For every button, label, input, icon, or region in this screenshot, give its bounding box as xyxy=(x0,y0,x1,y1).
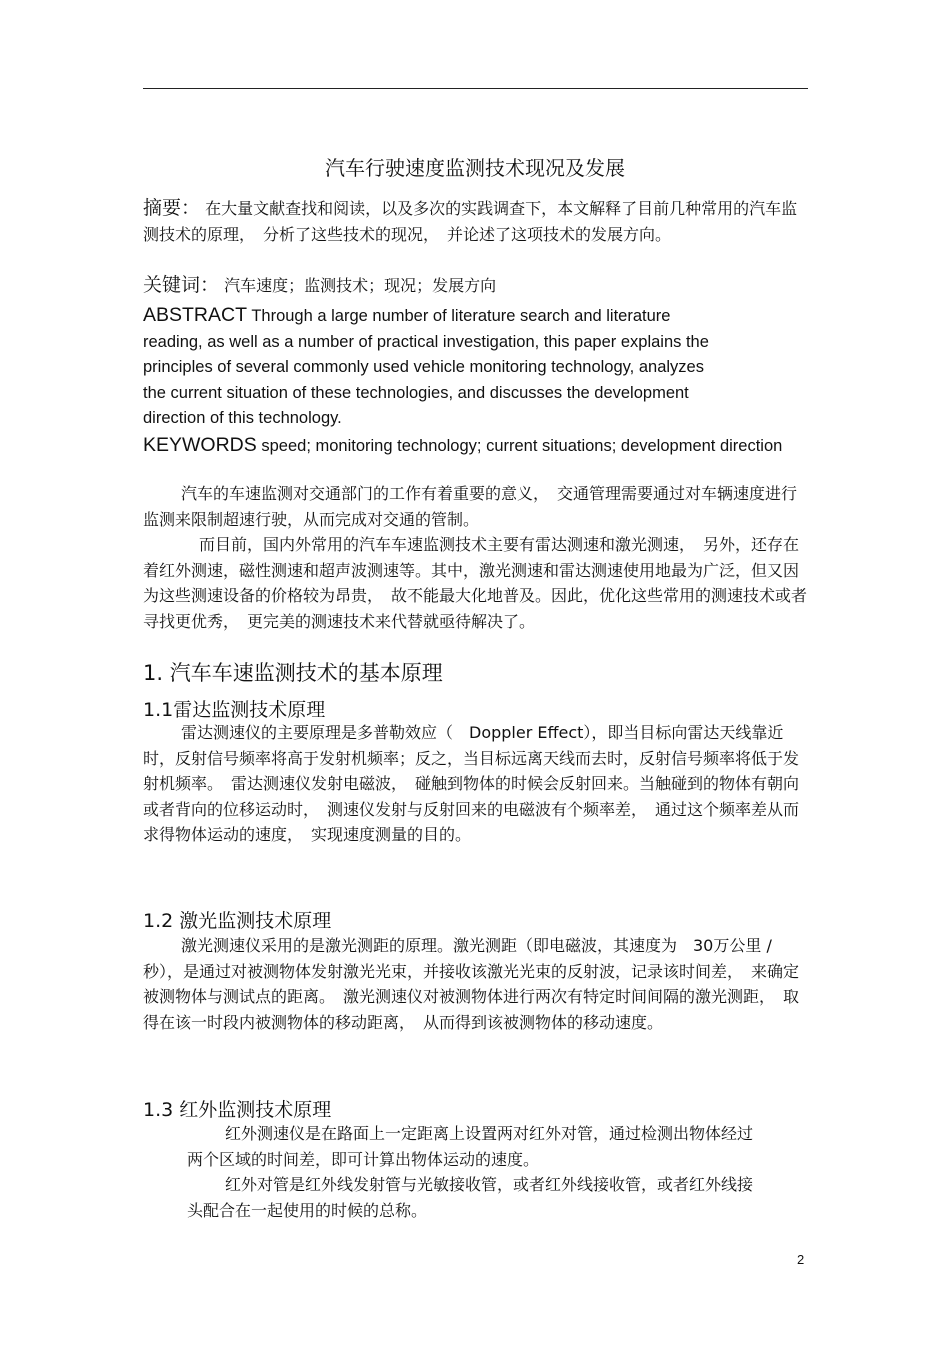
keywords-en-label: KEYWORDS xyxy=(143,434,257,456)
keywords-cn-text: 汽车速度；监测技术；现况；发展方向 xyxy=(224,276,497,295)
abstract-cn xyxy=(143,196,808,247)
section-1-3-body xyxy=(187,1121,767,1223)
abstract-cn-text: 在大量文献查找和阅读，以及多次的实践调查下，本文解释了目前几种常用的汽车监测技术的原理， 分析了这些技术的现况， 并论述了这项技术的发展方向。 xyxy=(143,199,798,244)
intro-paragraph-1: 汽车的车速监测对交通部门的工作有着重要的意义， 交通管理需要通过对车辆速度进行监测来限制超速行驶，从而完成对交通的管制。 xyxy=(143,484,798,529)
keywords-cn xyxy=(143,273,808,299)
section-1-heading: 1. 汽车车速监测技术的基本原理 xyxy=(143,661,443,685)
header-rule xyxy=(143,88,808,89)
section-1-1-heading: 1.1雷达监测技术原理 xyxy=(143,699,326,721)
keywords-en-text: speed; monitoring technology; current situations; development direction xyxy=(261,437,783,455)
abstract-en-text: Through a large number of literature search and literature reading, as well as a number of practical investigation, this paper explains the principles of several commonly used vehicle monitoring technology, analyzes the current situation of these technologies, and discusses the development direction of this technology. xyxy=(143,307,709,427)
section-1-2-heading: 1.2 激光监测技术原理 xyxy=(143,910,332,932)
section-1-1-paragraph: 雷达测速仪的主要原理是多普勒效应（ Doppler Effect），即当目标向雷达天线靠近时，反射信号频率将高于发射机频率；反之，当目标远离天线而去时，反射信号频率将低于发射机频率。 雷达测速仪发射电磁波， 碰触到物体的时候会反射回来。当触碰到的物体有朝向或者背向的位移运动时， 测速仪发射与反射回来的电磁波有个频率差， 通过这个频率差从而求得物体运动的速度， 实现速度测量的目的。 xyxy=(143,723,800,844)
intro-paragraph-2: 而目前，国内外常用的汽车车速监测技术主要有雷达测速和激光测速， 另外，还存在着红外测速，磁性测速和超声波测速等。其中，激光测速和雷达测速使用地最为广泛，但又因为这些测速设备的价格较为昂贵， 故不能最大化地普及。因此，优化这些常用的测速技术或者寻找更优秀， 更完美的测速技术来代替就亟待解决了。 xyxy=(143,535,808,631)
intro xyxy=(143,481,808,634)
section-1-3-paragraph-2: 红外对管是红外线发射管与光敏接收管，或者红外线接收管，或者红外线接头配合在一起使用的时候的总称。 xyxy=(187,1175,754,1220)
document-title: 汽车行驶速度监测技术现况及发展 xyxy=(325,156,625,180)
section-1-3-heading: 1.3 红外监测技术原理 xyxy=(143,1099,332,1121)
page-number: 2 xyxy=(797,1252,805,1267)
abstract-en-label: ABSTRACT xyxy=(143,304,248,326)
section-1-1-body xyxy=(143,720,808,848)
keywords-cn-label: 关键词： xyxy=(143,274,220,296)
section-1-2-body xyxy=(143,933,808,1035)
keywords-en xyxy=(143,433,808,460)
section-1-3-paragraph-1: 红外测速仪是在路面上一定距离上设置两对红外对管，通过检测出物体经过两个区域的时间差，即可计算出物体运动的速度。 xyxy=(187,1124,754,1169)
abstract-cn-label: 摘要： xyxy=(143,197,201,219)
section-1-2-paragraph: 激光测速仪采用的是激光测距的原理。激光测距（即电磁波，其速度为 30万公里 /秒），是通过对被测物体发射激光光束，并接收该激光光束的反射波，记录该时间差， 来确定被测物体与测试点的距离。 激光测速仪对被测物体进行两次有特定时间间隔的激光测距， 取得在该一时段内被测物体的移动距离， 从而得到该被测物体的移动速度。 xyxy=(143,936,800,1032)
abstract-en xyxy=(143,303,713,432)
